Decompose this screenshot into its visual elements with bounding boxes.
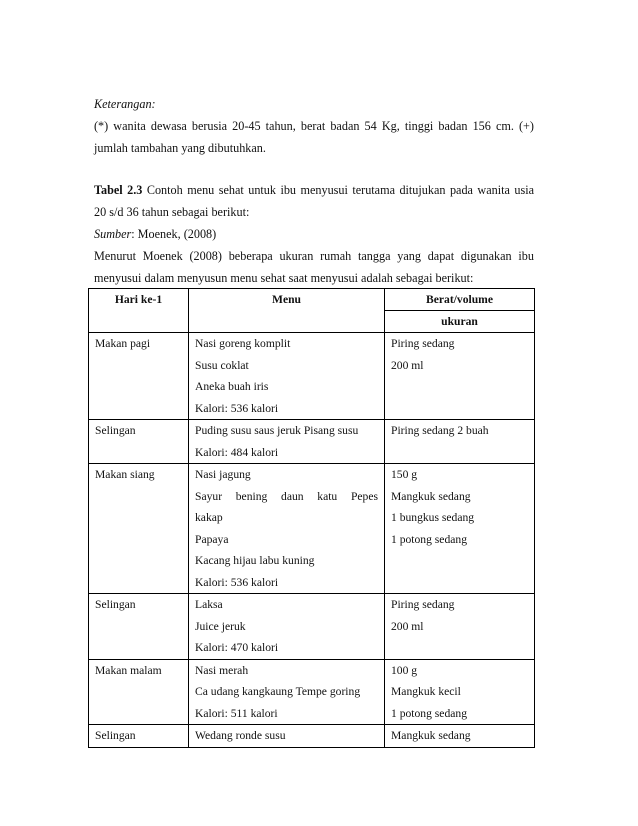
portion-item bbox=[391, 376, 528, 398]
portion-item: Piring sedang 2 buah bbox=[391, 424, 489, 437]
cell-portion bbox=[385, 594, 535, 660]
header-weight: Berat/volume bbox=[385, 289, 535, 311]
cell-menu bbox=[189, 594, 385, 660]
intro-line-1: Menurut Moenek (2008) beberapa ukuran rumah tangga yang dapat digunakan ibu bbox=[94, 249, 534, 263]
note-line-2: jumlah tambahan yang dibutuhkan. bbox=[94, 141, 266, 155]
cell-portion bbox=[385, 725, 535, 748]
meal-time-text: Selingan bbox=[95, 598, 136, 611]
portion-item bbox=[391, 398, 528, 420]
meal-time-text: Makan malam bbox=[95, 663, 162, 677]
portion-item: 200 ml bbox=[391, 358, 424, 372]
note-line-1: (*) wanita dewasa berusia 20-45 tahun, berat badan 54 Kg, tinggi badan 156 cm. (+) bbox=[94, 119, 534, 133]
menu-item: Kalori: 484 kalori bbox=[195, 445, 279, 459]
menu-item: Sayur bening daun katu Pepes bbox=[195, 489, 378, 503]
table-header-row bbox=[89, 289, 535, 311]
cell-meal-time bbox=[89, 333, 189, 420]
meal-time-text: Makan pagi bbox=[95, 337, 151, 350]
cell-menu bbox=[189, 659, 385, 725]
menu-item: Laksa bbox=[195, 598, 223, 611]
intro-line-2: menyusui dalam menyusun menu sehat saat menyusui adalah sebagai berikut: bbox=[94, 271, 474, 285]
portion-item: Mangkuk sedang bbox=[391, 729, 471, 742]
portion-item: Mangkuk sedang bbox=[391, 489, 471, 503]
cell-menu bbox=[189, 464, 385, 594]
table-row bbox=[89, 464, 535, 594]
cell-menu bbox=[189, 420, 385, 464]
cell-portion bbox=[385, 659, 535, 725]
table-row bbox=[89, 333, 535, 420]
portion-item bbox=[391, 637, 528, 659]
meal-time-text: Selingan bbox=[95, 729, 136, 742]
portion-item: 150 g bbox=[391, 468, 418, 481]
cell-portion bbox=[385, 464, 535, 594]
menu-item: Nasi goreng komplit bbox=[195, 337, 291, 350]
menu-table bbox=[88, 288, 535, 748]
portion-item: Piring sedang bbox=[391, 337, 455, 350]
menu-item: Kacang hijau labu kuning bbox=[195, 554, 315, 567]
table-row bbox=[89, 420, 535, 464]
portion-item: 100 g bbox=[391, 663, 418, 677]
portion-item: 1 potong sedang bbox=[391, 532, 467, 546]
cell-meal-time bbox=[89, 594, 189, 660]
menu-item: kakap bbox=[195, 511, 223, 524]
cell-menu bbox=[189, 725, 385, 748]
portion-item: Mangkuk kecil bbox=[391, 685, 461, 698]
cell-meal-time bbox=[89, 659, 189, 725]
note-label: Keterangan: bbox=[94, 97, 156, 111]
cell-meal-time bbox=[89, 464, 189, 594]
caption-source bbox=[94, 223, 534, 245]
cell-menu bbox=[189, 333, 385, 420]
header-day: Hari ke-1 bbox=[89, 289, 189, 333]
menu-item: Kalori: 470 kalori bbox=[195, 641, 279, 654]
menu-item: Puding susu saus jeruk Pisang susu bbox=[195, 424, 359, 437]
meal-time-text: Selingan bbox=[95, 424, 136, 437]
table-body bbox=[89, 333, 535, 748]
table-row bbox=[89, 725, 535, 748]
cell-portion bbox=[385, 333, 535, 420]
menu-item: Susu coklat bbox=[195, 358, 249, 372]
caption-label: Tabel 2.3 bbox=[94, 183, 143, 197]
menu-item: Nasi jagung bbox=[195, 468, 251, 481]
meal-time-text: Makan siang bbox=[95, 468, 155, 481]
menu-item: Aneka buah iris bbox=[195, 380, 269, 393]
cell-meal-time bbox=[89, 725, 189, 748]
source-label: Sumber bbox=[94, 227, 132, 241]
menu-item: Ca udang kangkaung Tempe goring bbox=[195, 685, 361, 698]
portion-item bbox=[391, 550, 528, 572]
menu-item: Juice jeruk bbox=[195, 619, 246, 633]
cell-meal-time bbox=[89, 420, 189, 464]
caption-text: Contoh menu sehat untuk ibu menyusui terutama ditujukan pada wanita usia bbox=[142, 183, 534, 197]
source-value: : Moenek, (2008) bbox=[131, 227, 217, 241]
portion-item bbox=[391, 442, 528, 464]
menu-item: Kalori: 536 kalori bbox=[195, 575, 279, 589]
header-weight-2: ukuran bbox=[385, 311, 535, 333]
header-menu: Menu bbox=[189, 289, 385, 333]
portion-item: 200 ml bbox=[391, 619, 424, 633]
menu-item: Kalori: 536 kalori bbox=[195, 401, 279, 415]
caption-line-2: 20 s/d 36 tahun sebagai berikut: bbox=[94, 205, 250, 219]
portion-item bbox=[391, 572, 528, 594]
portion-item: Piring sedang bbox=[391, 598, 455, 611]
table-row bbox=[89, 659, 535, 725]
table-row bbox=[89, 594, 535, 660]
menu-item: Wedang ronde susu bbox=[195, 729, 286, 742]
caption-line-1 bbox=[94, 179, 534, 201]
menu-item: Papaya bbox=[195, 532, 229, 546]
menu-item: Nasi merah bbox=[195, 663, 249, 677]
cell-portion bbox=[385, 420, 535, 464]
portion-item: 1 bungkus sedang bbox=[391, 511, 475, 524]
menu-item: Kalori: 511 kalori bbox=[195, 706, 278, 720]
portion-item: 1 potong sedang bbox=[391, 706, 467, 720]
